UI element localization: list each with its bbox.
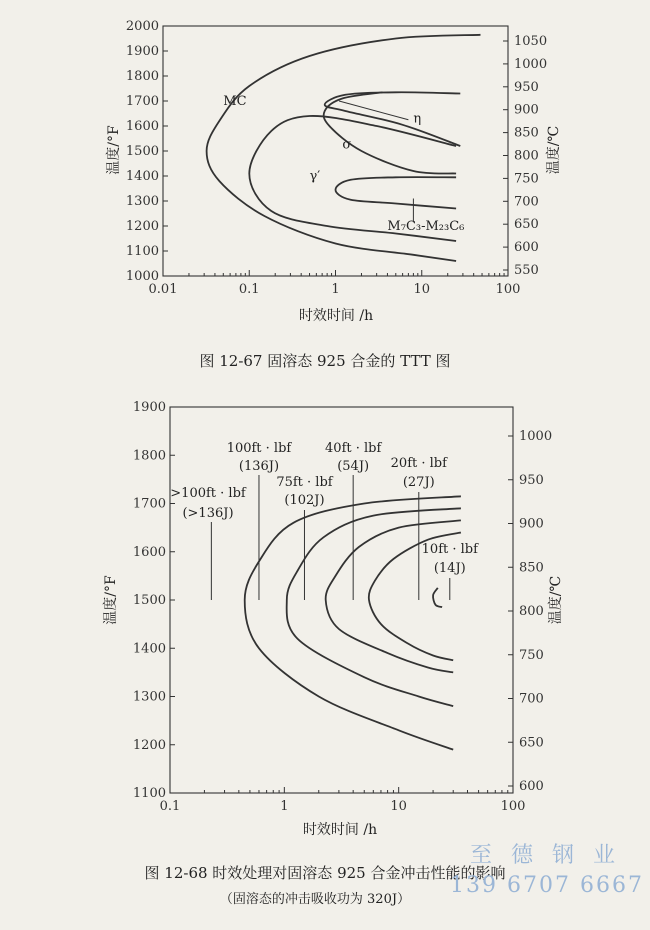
x-tick-label: 0.1 (238, 282, 260, 297)
y-tick-label-left: 1100 (132, 786, 166, 801)
y-tick-label-right: 700 (519, 691, 544, 707)
impact-label-2-line2: (102J) (284, 493, 325, 508)
y-tick-label-left: 1800 (125, 69, 159, 84)
y-tick-label-right: 950 (514, 79, 539, 95)
y-tick-label-left: 1400 (125, 169, 159, 184)
impact-label-0-line2: (>136J) (182, 506, 234, 521)
y-tick-label-right: 550 (514, 263, 539, 278)
curve-label-: η (413, 111, 422, 127)
y-tick-label-left: 2000 (125, 19, 159, 34)
x-axis-label-1: 时效时间 /h (298, 308, 374, 324)
y-tick-label-left: 1200 (132, 737, 166, 753)
ttt-chart (105, 19, 562, 370)
x-axis-label-2: 时效时间 /h (302, 822, 378, 838)
y-axis-label-left-2: 温度/°F (103, 575, 119, 625)
impact-label-4-line1: 20ft · lbf (390, 456, 447, 471)
impact-label-1-line2: (136J) (238, 459, 280, 474)
y-tick-label-left: 1600 (132, 544, 166, 560)
y-tick-label-right: 900 (519, 516, 544, 532)
y-tick-label-right: 950 (519, 472, 544, 488)
y-tick-label-right: 750 (514, 171, 539, 187)
x-tick-label: 10 (413, 282, 431, 297)
x-tick-label: 1 (331, 282, 340, 297)
impact-label-2-line1: 75ft · lbf (276, 475, 333, 490)
y-tick-label-left: 1000 (125, 269, 159, 284)
impact-label-0-line1: >100ft · lbf (170, 486, 246, 501)
y-axis-label-left-1: 温度/°F (106, 125, 122, 175)
y-tick-label-right: 750 (519, 647, 544, 663)
curve-label-: γ′ (309, 168, 321, 184)
y-tick-label-left: 1200 (125, 219, 159, 234)
y-tick-label-right: 650 (519, 735, 544, 751)
figure-subcaption-2: （固溶态的冲击吸收功为 320J） (219, 892, 411, 907)
y-tick-label-right: 650 (514, 217, 539, 233)
impact-chart (102, 400, 564, 907)
watermark-line-1: 至 德 钢 业 (470, 843, 621, 868)
y-tick-label-left: 1500 (132, 593, 166, 608)
y-tick-label-right: 600 (514, 240, 539, 256)
x-tick-label: 100 (495, 282, 521, 297)
watermark-line-2: 139 6707 6667 (450, 873, 644, 898)
impact-label-3-line2: (54J) (337, 459, 370, 474)
y-tick-label-right: 1000 (514, 56, 548, 72)
impact-label-1-line1: 100ft · lbf (226, 441, 292, 456)
y-tick-label-right: 800 (514, 148, 539, 164)
y-tick-label-left: 1300 (132, 689, 166, 705)
figure-caption-1: 图 12-67 固溶态 925 合金的 TTT 图 (199, 352, 451, 370)
y-tick-label-left: 1700 (132, 496, 166, 512)
curve-label-m-c-m-c: M₇C₃-M₂₃C₆ (387, 218, 465, 234)
x-tick-label: 100 (500, 799, 526, 814)
y-tick-label-left: 1500 (125, 144, 159, 159)
plot-frame-1 (163, 26, 508, 276)
impact-label-5-line2: (14J) (433, 561, 466, 576)
y-tick-label-right: 1050 (514, 34, 548, 49)
y-tick-label-left: 1800 (132, 448, 166, 464)
x-tick-label: 0.01 (148, 282, 178, 297)
y-tick-label-right: 900 (514, 102, 539, 118)
y-tick-label-left: 1600 (125, 119, 159, 134)
y-axis-label-right-1: 温度/℃ (546, 125, 562, 175)
y-tick-label-left: 1700 (125, 94, 159, 109)
curve-label-: σ (342, 137, 352, 153)
series-curve-10ft-lbf-14j (433, 588, 442, 607)
series-curve-m7c3-m23c6 (336, 177, 457, 208)
y-tick-label-right: 850 (514, 125, 539, 141)
impact-label-3-line1: 40ft · lbf (325, 441, 382, 456)
y-tick-label-left: 1900 (132, 400, 166, 415)
x-tick-label: 10 (390, 799, 407, 814)
x-tick-label: 0.1 (159, 799, 181, 814)
y-tick-label-right: 700 (514, 194, 539, 210)
y-tick-label-right: 800 (519, 604, 544, 619)
impact-label-5-line1: 10ft · lbf (421, 542, 478, 557)
y-tick-label-left: 1400 (132, 641, 166, 657)
y-tick-label-right: 600 (519, 779, 544, 794)
y-tick-label-right: 1000 (519, 429, 553, 444)
curve-label-mc: MC (223, 93, 247, 109)
impact-label-4-line2: (27J) (402, 475, 435, 490)
y-tick-label-left: 1900 (125, 44, 159, 59)
series-curve- (324, 92, 456, 173)
y-tick-label-right: 850 (519, 560, 544, 576)
x-tick-label: 1 (280, 799, 289, 814)
figure-caption-2: 图 12-68 时效处理对固溶态 925 合金冲击性能的影响 (144, 864, 506, 882)
y-tick-label-left: 1100 (125, 244, 159, 259)
y-axis-label-right-2: 温度/℃ (548, 575, 564, 625)
y-tick-label-left: 1300 (125, 194, 159, 209)
